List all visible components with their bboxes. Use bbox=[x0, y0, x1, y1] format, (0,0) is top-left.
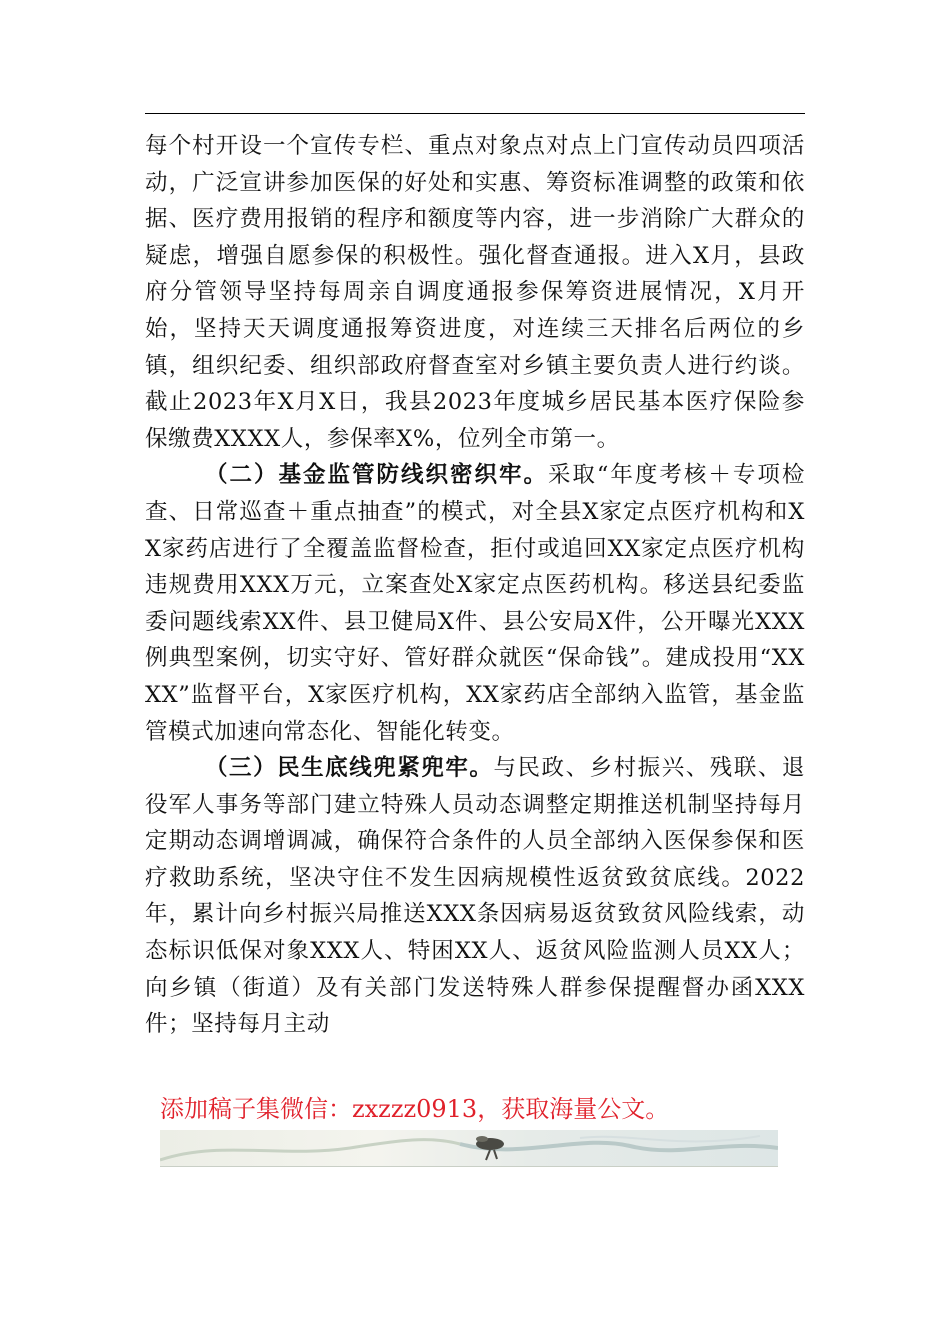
section-heading-3: （三）民生底线兜紧兜牢。 bbox=[205, 755, 494, 782]
paragraph-1-text: 每个村开设一个宣传专栏、重点对象点对点上门宣传动员四项活动，广泛宣讲参加医保的好处和实惠、筹资标准调整的政策和依据、医疗费用报销的程序和额度等内容，进一步消除广大群众的疑虑，增强自愿参保的积极性。强化督查通报。进入X月，县政府分管领导坚持每周亲自调度通报参保筹资进展情况，X月开始，坚持天天调度通报筹资进度，对连续三天排名后两位的乡镇，组织纪委、组织部政府督查室对乡镇主要负责人进行约谈。截止2023年X月X日，我县2023年度城乡居民基本医疗保险参保缴费XXXX人，参保率X%，位列全市第一。 bbox=[145, 133, 805, 452]
landscape-swirl-icon bbox=[160, 1130, 778, 1166]
paragraph-2 bbox=[145, 457, 805, 750]
document-body bbox=[145, 128, 805, 1043]
header-rule bbox=[145, 113, 805, 114]
paragraph-3-text: 与民政、乡村振兴、残联、退役军人事务等部门建立特殊人员动态调整定期推送机制坚持每月定期动态调增调减，确保符合条件的人员全部纳入医保参保和医疗救助系统，坚决守住不发生因病规模性返贫致贫底线。2022年，累计向乡村振兴局推送XXX条因病易返贫致贫风险线索，动态标识低保对象XXX人、特困XX人、返贫风险监测人员XX人；向乡镇（街道）及有关部门发送特殊人群参保提醒督办函XXX件；坚持每月主动 bbox=[145, 755, 805, 1038]
paragraph-3 bbox=[145, 750, 805, 1043]
section-heading-2: （二）基金监管防线织密织牢。 bbox=[205, 462, 548, 489]
promo-text: 添加稿子集微信：zxzzz0913，获取海量公文。 bbox=[160, 1095, 670, 1123]
promo-banner-image bbox=[160, 1130, 778, 1167]
paragraph-2-text: 采取“年度考核＋专项检查、日常巡查＋重点抽查”的模式，对全县X家定点医疗机构和XX家药店进行了全覆盖监督检查，拒付或追回XX家定点医疗机构违规费用XXX万元，立案查处X家定点医药机构。移送县纪委监委问题线索XX件、县卫健局X件、县公安局X件，公开曝光XXX例典型案例，切实守好、管好群众就医“保命钱”。建成投用“XXXX”监督平台，X家医疗机构，XX家药店全部纳入监管，基金监管模式加速向常态化、智能化转变。 bbox=[145, 462, 805, 745]
paragraph-1 bbox=[145, 128, 805, 457]
